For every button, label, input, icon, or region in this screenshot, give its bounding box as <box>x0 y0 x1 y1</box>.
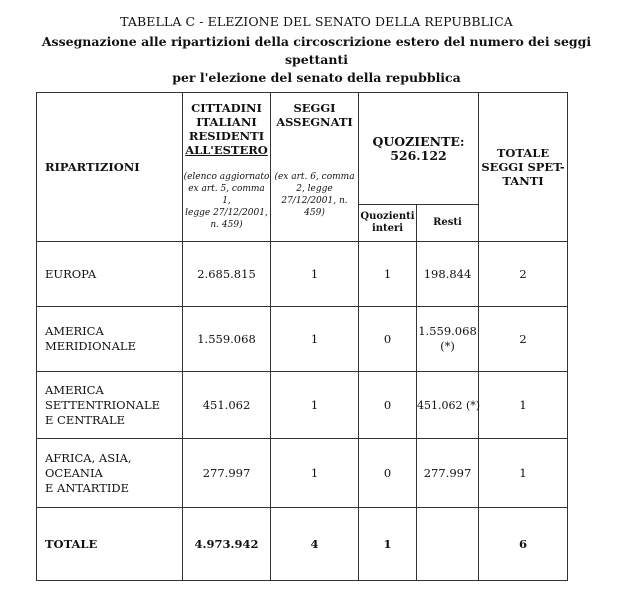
cell-quozienti: 0 <box>359 372 417 439</box>
total-row <box>37 508 568 581</box>
header-text: TOTALE <box>496 146 550 160</box>
table-subtitle <box>20 33 613 87</box>
header-text: TANTI <box>502 174 544 188</box>
cell-totale: 1 <box>479 439 568 508</box>
header-text: RESIDENTI <box>188 129 265 143</box>
total-label: TOTALE <box>37 508 183 581</box>
cell-resti: 1.559.068 (*) <box>417 307 479 372</box>
header-text: QUOZIENTE: <box>372 133 465 149</box>
header-text: SEGGI SPET- <box>481 160 565 174</box>
cell-resti: 277.997 <box>417 439 479 508</box>
cell-quozienti: 0 <box>359 307 417 372</box>
header-quoziente <box>359 93 479 205</box>
table-row <box>37 242 568 307</box>
header-totale-seggi <box>479 93 568 242</box>
cell-cittadini: 277.997 <box>183 439 271 508</box>
header-seggi <box>271 93 359 242</box>
cell-quozienti: 1 <box>359 242 417 307</box>
subtitle-line: per l'elezione del senato della repubblica <box>172 70 461 85</box>
header-text: 526.122 <box>390 147 447 163</box>
row-label: AMERICA SETTENTRIONALE E CENTRALE <box>37 372 183 439</box>
table-row <box>37 307 568 372</box>
header-note: (elenco aggiornato ex art. 5, comma 1, legge 27/12/2001, n. 459) <box>183 172 270 230</box>
header-note: (ex art. 6, comma 2, legge 27/12/2001, n. 459) <box>274 172 355 218</box>
cell-resti: 451.062 (*) <box>417 372 479 439</box>
row-label: AMERICA MERIDIONALE <box>37 307 183 372</box>
cell-seggi: 1 <box>271 439 359 508</box>
total-quozienti: 1 <box>359 508 417 581</box>
header-quozienti-interi: Quozienti interi <box>359 205 417 242</box>
row-label: EUROPA <box>37 242 183 307</box>
cell-cittadini: 451.062 <box>183 372 271 439</box>
header-resti: Resti <box>417 205 479 242</box>
seats-table <box>36 92 568 581</box>
cell-totale: 2 <box>479 242 568 307</box>
cell-seggi: 1 <box>271 242 359 307</box>
header-cittadini <box>183 93 271 242</box>
cell-seggi: 1 <box>271 372 359 439</box>
header-ripartizioni: RIPARTIZIONI <box>37 93 183 242</box>
cell-quozienti: 0 <box>359 439 417 508</box>
cell-cittadini: 1.559.068 <box>183 307 271 372</box>
table-row <box>37 439 568 508</box>
cell-seggi: 1 <box>271 307 359 372</box>
cell-totale: 2 <box>479 307 568 372</box>
total-cittadini: 4.973.942 <box>183 508 271 581</box>
total-totale: 6 <box>479 508 568 581</box>
header-text: ITALIANI <box>196 115 257 129</box>
subtitle-line: Assegnazione alle ripartizioni della circoscrizione estero del numero dei seggi spettanti <box>41 34 592 67</box>
table-row <box>37 372 568 439</box>
header-text: ALL'ESTERO <box>185 143 268 157</box>
header-row <box>37 93 568 205</box>
total-resti <box>417 508 479 581</box>
header-text: SEGGI <box>293 101 336 115</box>
row-label: AFRICA, ASIA, OCEANIA E ANTARTIDE <box>37 439 183 508</box>
cell-totale: 1 <box>479 372 568 439</box>
cell-cittadini: 2.685.815 <box>183 242 271 307</box>
total-seggi: 4 <box>271 508 359 581</box>
header-text: ASSEGNATI <box>276 115 353 129</box>
table-title: TABELLA C - ELEZIONE DEL SENATO DELLA REPUBBLICA <box>120 14 513 29</box>
header-text: CITTADINI <box>191 101 262 115</box>
cell-resti: 198.844 <box>417 242 479 307</box>
